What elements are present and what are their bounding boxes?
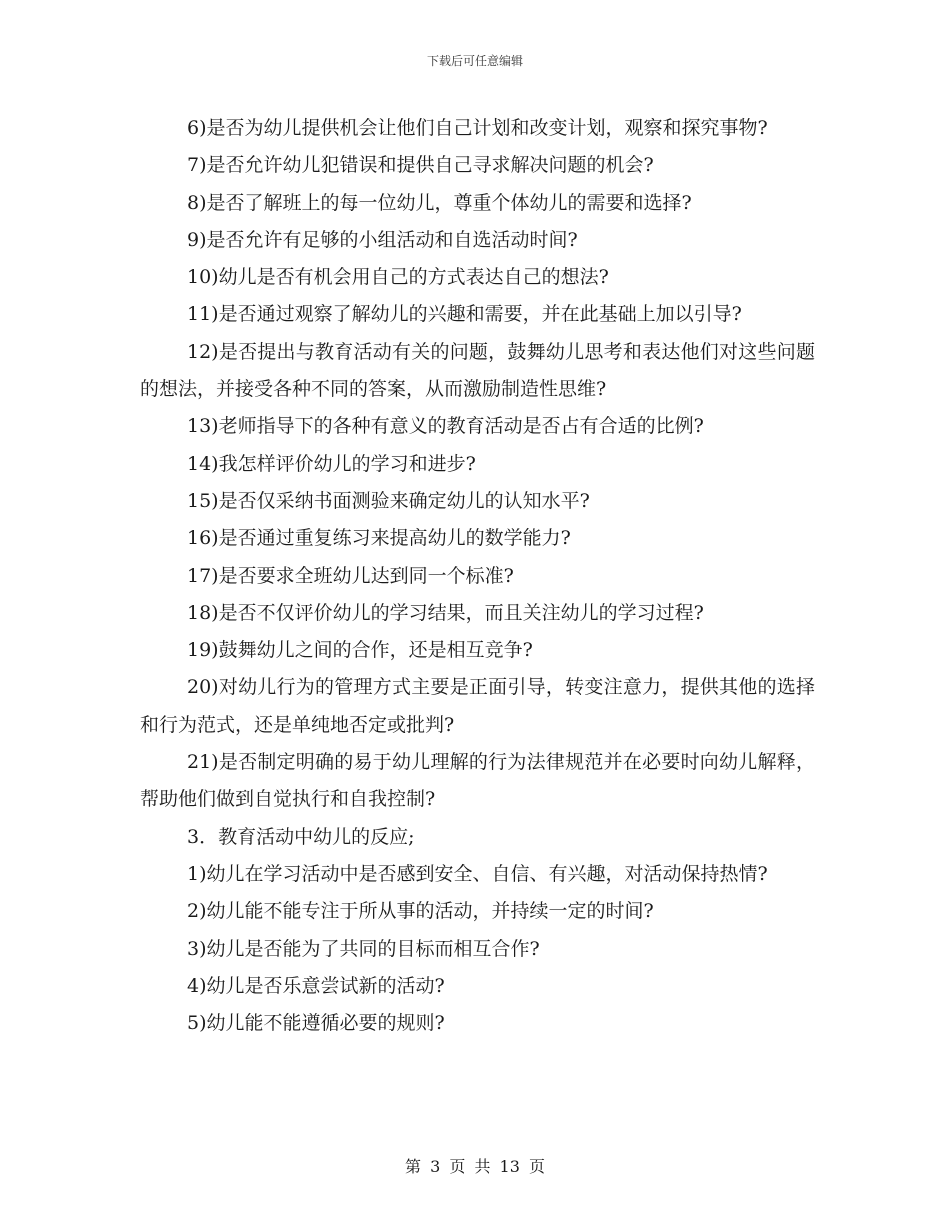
paragraph-item-1: 1)幼儿在学习活动中是否感到安全、自信、有兴趣，对活动保持热情? [187,862,768,885]
paragraph-item-5: 5)幼儿能不能遵循必要的规则? [187,1012,445,1035]
paragraph-item-17: 17)是否要求全班幼儿达到同一个标准? [187,564,514,587]
paragraph-item-16: 16)是否通过重复练习来提高幼儿的数学能力? [187,527,571,550]
section-heading: 3．教育活动中幼儿的反应; [187,825,415,848]
page-footer: 第 3 页 共 13 页 [405,1157,545,1176]
paragraph-item-3: 3)幼儿是否能为了共同的目标而相互合作? [187,937,540,960]
paragraph-item-4: 4)幼儿是否乐意尝试新的活动? [187,974,445,997]
paragraph-item-7: 7)是否允许幼儿犯错误和提供自己寻求解决问题的机会? [187,154,654,177]
paragraph-item-19: 19)鼓舞幼儿之间的合作，还是相互竞争? [187,639,533,662]
paragraph-item-12: 12)是否提出与教育活动有关的问题，鼓舞幼儿思考和表达他们对这些问题的想法，并接受各种不同的答案，从而激励制造性思维? [140,340,815,401]
paragraph-item-9: 9)是否允许有足够的小组活动和自选活动时间? [187,228,578,251]
paragraph-item-18: 18)是否不仅评价幼儿的学习结果，而且关注幼儿的学习过程? [187,601,704,624]
paragraph-item-14: 14)我怎样评价幼儿的学习和进步? [187,452,476,475]
page-header: 下载后可任意编辑 [426,54,523,68]
paragraph-item-13: 13)老师指导下的各种有意义的教育活动是否占有合适的比例? [187,415,704,438]
paragraph-item-8: 8)是否了解班上的每一位幼儿，尊重个体幼儿的需要和选择? [187,191,692,214]
document-body [140,110,815,1042]
paragraph-item-11: 11)是否通过观察了解幼儿的兴趣和需要，并在此基础上加以引导? [187,303,742,326]
paragraph-item-6: 6)是否为幼儿提供机会让他们自己计划和改变计划，观察和探究事物? [187,117,768,139]
paragraph-item-20: 20)对幼儿行为的管理方式主要是正面引导，转变注意力，提供其他的选择和行为范式，还是单纯地否定或批判? [140,676,815,736]
paragraph-item-2: 2)幼儿能不能专注于所从事的活动，并持续一定的时间? [187,900,654,923]
paragraph-item-21: 21)是否制定明确的易于幼儿理解的行为法律规范并在必要时向幼儿解释，帮助他们做到自觉执行和自我控制? [140,751,815,811]
paragraph-item-15: 15)是否仅采纳书面测验来确定幼儿的认知水平? [187,489,590,512]
paragraph-item-10: 10)幼儿是否有机会用自己的方式表达自己的想法? [187,266,609,289]
